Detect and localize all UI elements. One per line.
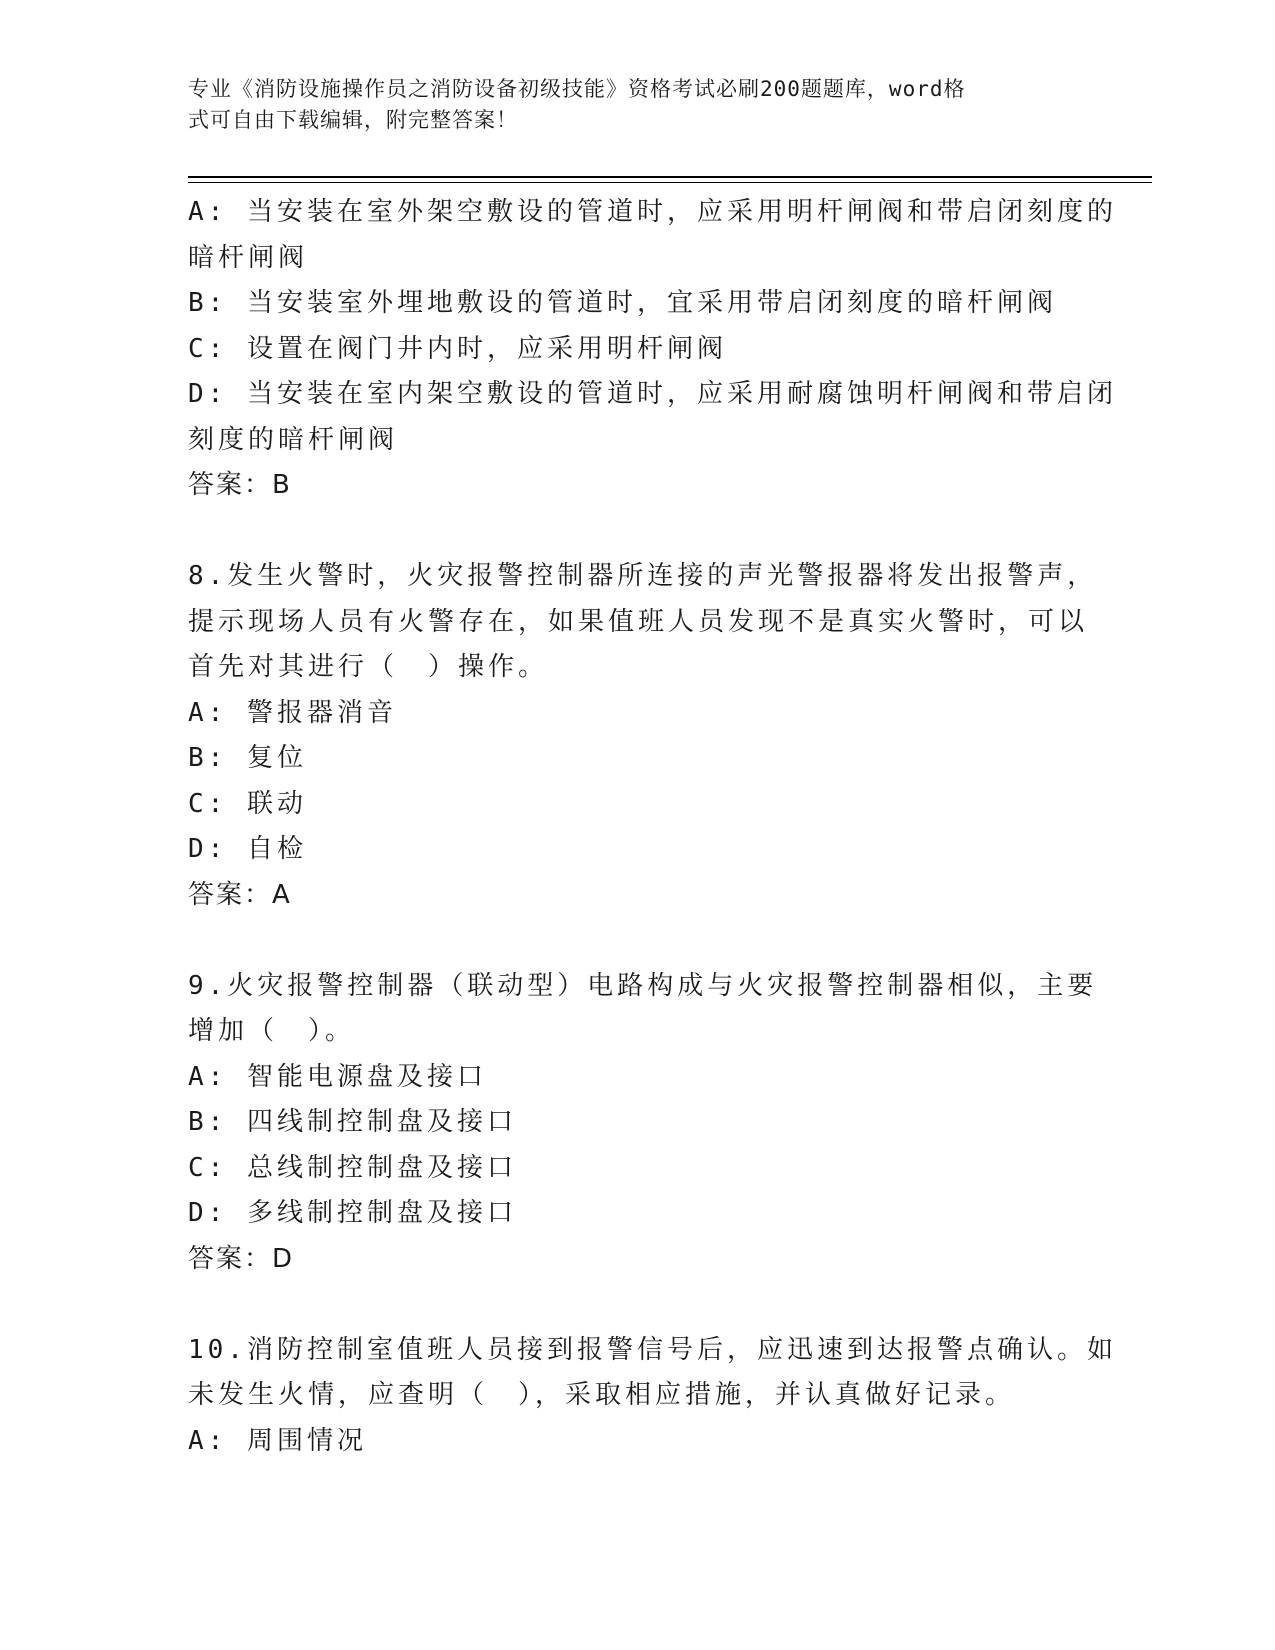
document-header [188, 74, 1068, 136]
question-text-line-2: 增加（ ）。 [188, 1016, 356, 1046]
spacer [188, 1282, 1088, 1328]
option-a: A: 智能电源盘及接口 [188, 1061, 487, 1092]
header-rule-thin [188, 182, 1152, 183]
option-b: B: 当安装室外埋地敷设的管道时，宜采用带启闭刻度的暗杆闸阀 [188, 288, 1057, 318]
question-text-line-3: 首先对其进行（ ）操作。 [188, 652, 549, 682]
question-text-line-1: 10.消防控制室值班人员接到报警信号后，应迅速到达报警点确认。如 [188, 1334, 1117, 1365]
answer: 答案：B [188, 470, 292, 500]
option-d-line-2: 刻度的暗杆闸阀 [188, 424, 399, 455]
answer: 答案：A [188, 879, 292, 910]
option-a-line-1: A: 当安装在室外架空敷设的管道时，应采用明杆闸阀和带启闭刻度的 [188, 197, 1117, 227]
option-d-line-1: D: 当安装在室内架空敷设的管道时，应采用耐腐蚀明杆闸阀和带启闭 [188, 379, 1117, 409]
question-text-line-1: 8.发生火警时，火灾报警控制器所连接的声光警报器将发出报警声， [188, 561, 1098, 591]
spacer [188, 918, 1088, 964]
header-line-2: 式可自由下载编辑，附完整答案！ [188, 108, 518, 132]
question-7 [188, 190, 1117, 509]
answer: 答案：D [188, 1243, 295, 1274]
option-d: D: 多线制控制盘及接口 [188, 1198, 517, 1228]
option-c: C: 联动 [188, 788, 307, 819]
header-rule-thick [188, 176, 1152, 178]
option-a: A: 警报器消音 [188, 697, 397, 728]
option-d: D: 自检 [188, 834, 307, 864]
option-b: B: 四线制控制盘及接口 [188, 1107, 517, 1137]
question-text-line-2: 提示现场人员有火警存在，如果值班人员发现不是真实火警时，可以 [188, 606, 1089, 637]
option-a: A: 周围情况 [188, 1425, 367, 1456]
option-a-line-2: 暗杆闸阀 [188, 242, 309, 273]
question-text-line-1: 9.火灾报警控制器（联动型）电路构成与火灾报警控制器相似，主要 [188, 970, 1098, 1001]
header-line-1: 专业《消防设施操作员之消防设备初级技能》资格考试必刷200题题库，word格 [188, 77, 966, 101]
option-c: C: 设置在阀门井内时，应采用明杆闸阀 [188, 333, 727, 364]
question-10 [188, 1328, 1117, 1465]
document-body [188, 190, 1117, 1464]
question-9 [188, 964, 1098, 1283]
option-c: C: 总线制控制盘及接口 [188, 1152, 517, 1183]
spacer [188, 509, 1088, 555]
option-b: B: 复位 [188, 743, 307, 773]
question-text-line-2: 未发生火情，应查明（ ），采取相应措施，并认真做好记录。 [188, 1380, 1016, 1410]
question-8 [188, 554, 1098, 918]
